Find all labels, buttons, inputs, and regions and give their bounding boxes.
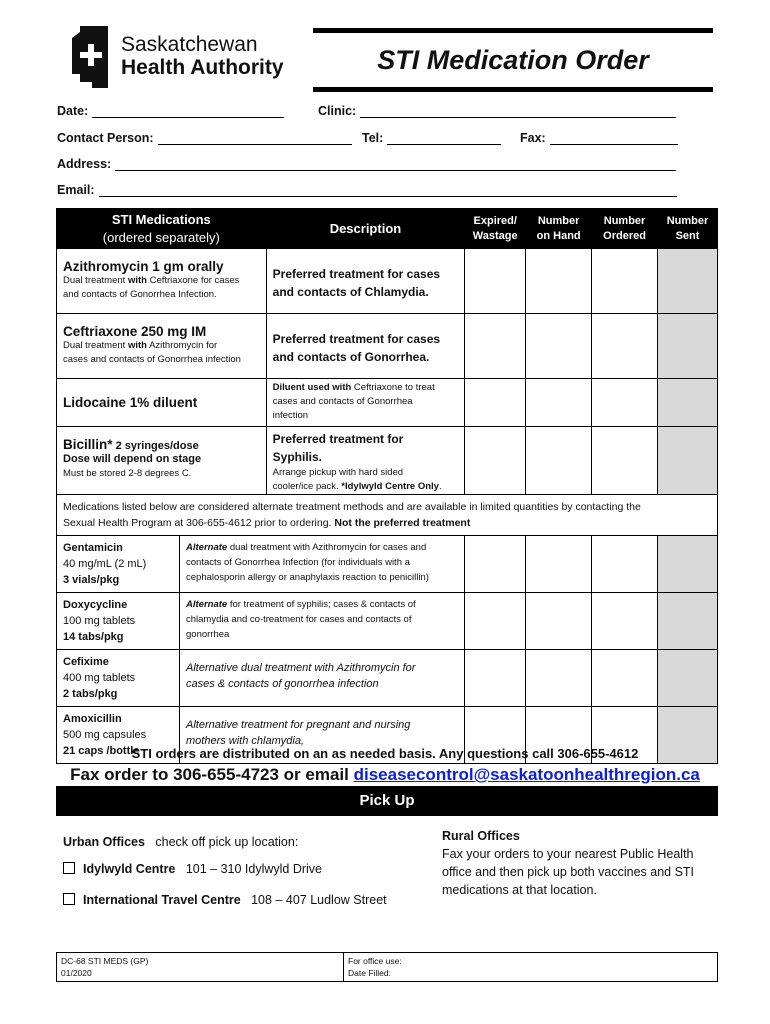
alt-intro-row [57,495,718,536]
ordered-input[interactable] [592,536,658,593]
office-use: For office use: Date Filled: [348,956,402,978]
desc-cell: Preferred treatment for cases and contacts of Gonorrhea. [266,314,465,379]
clinic-label: Clinic: [318,104,357,118]
alt-intro: Medications listed below are considered alternate treatment methods and are available in limited quantities by contacting the Sexual Health Program at 306-655-4612 prior to ordering. Not the preferred treatment [57,495,718,536]
address-field[interactable] [57,157,676,171]
alt-note: Alternative treatment for pregnant and nursing mothers with chlamydia, [186,719,411,747]
med-cell: Ceftriaxone 250 mg IM Dual treatment with Azithromycin for cases and contacts of Gonorrhea infection [57,314,267,379]
on-hand-input[interactable] [526,314,592,379]
header-on-hand: Number on Hand [526,209,592,249]
table-row [57,249,718,314]
expired-input[interactable] [465,536,526,593]
table-row [57,379,718,427]
itc-checkbox[interactable] [63,893,75,905]
sent-cell [658,427,718,495]
sti-medications-table [56,208,718,764]
itc-option[interactable]: International Travel Centre 108 – 407 Ludlow Street [63,893,387,907]
fax-field[interactable] [520,131,678,145]
alt-note: Alternate for treatment of syphilis; cases & contacts of chlamydia and co-treatment for cases and contacts of gonorrhea [186,599,416,640]
title-box [313,28,713,92]
table-row [57,593,718,650]
alt-med-merged [57,593,465,650]
sent-cell [658,536,718,593]
ordered-input[interactable] [592,379,658,427]
logo-line1: Saskatchewan [121,33,258,56]
table-row [57,427,718,495]
expired-input[interactable] [465,427,526,495]
on-hand-input[interactable] [526,650,592,707]
rural-offices: Rural Offices Fax your orders to your nearest Public Health office and then pick up both vaccines and STI medications at that location. [442,829,695,897]
distribution-note: STI orders are distributed on an as needed basis. Any questions call 306-655-4612 [131,746,639,761]
expired-input[interactable] [465,593,526,650]
pickup-bar: Pick Up [56,786,718,816]
alt-med-name: Gentamicin 40 mg/mL (2 mL) 3 vials/pkg [57,536,180,592]
tel-field[interactable] [362,131,501,145]
ordered-input[interactable] [592,593,658,650]
urban-offices-heading: Urban Offices check off pick up location: [63,835,299,849]
address-label: Address: [57,157,112,171]
form-footer [56,952,718,982]
ordered-input[interactable] [592,427,658,495]
header-ordered: Number Ordered [592,209,658,249]
contact-label: Contact Person: [57,131,154,145]
sent-cell [658,650,718,707]
table-row [57,536,718,593]
header-sent: Number Sent [658,209,718,249]
alt-med-name: Amoxicillin 500 mg capsules 21 caps /bottle [57,707,180,763]
contact-field[interactable] [57,131,352,145]
alt-note: Alternative dual treatment with Azithromycin for cases & contacts of gonorrhea infection [186,662,416,690]
ordered-input[interactable] [592,249,658,314]
on-hand-input[interactable] [526,249,592,314]
fax-label: Fax: [520,131,546,145]
med-cell: Lidocaine 1% diluent [57,379,267,427]
fax-order-line: Fax order to 306-655-4723 or email diseasecontrol@saskatoonhealthregion.ca [70,765,700,784]
sent-cell [658,593,718,650]
form-code: DC-68 STI MEDS (GP) 01/2020 [57,953,344,981]
idylwyld-checkbox[interactable] [63,862,75,874]
idylwyld-option[interactable]: Idylwyld Centre 101 – 310 Idylwyld Drive [63,862,322,876]
header-expired: Expired/ Wastage [465,209,526,249]
alt-med-name: Cefixime 400 mg tablets 2 tabs/pkg [57,650,180,706]
header-description: Description [266,209,465,249]
alt-note: Alternate dual treatment with Azithromycin for cases and contacts of Gonorrhea Infection (for individuals with a cephalosporin allergy or anaphylaxis reaction to penicillin) [186,542,429,583]
table-row [57,650,718,707]
alt-med-merged [57,536,465,593]
logo-line2: Health Authority [121,56,284,79]
desc-cell: Preferred treatment for Syphilis. Arrange pickup with hard sided cooler/ice pack. *Idylwyld Centre Only. [266,427,465,495]
ordered-input[interactable] [592,650,658,707]
date-label: Date: [57,104,89,118]
email-link[interactable]: diseasecontrol@saskatoonhealthregion.ca [353,765,700,784]
alt-med-merged [57,650,465,707]
date-field[interactable] [57,104,284,118]
email-field[interactable] [57,183,677,197]
table-row [57,314,718,379]
expired-input[interactable] [465,314,526,379]
med-cell: Azithromycin 1 gm orally Dual treatment with Ceftriaxone for cases and contacts of Gonorrhea Infection. [57,249,267,314]
expired-input[interactable] [465,249,526,314]
tel-label: Tel: [362,131,384,145]
ordered-input[interactable] [592,314,658,379]
sent-cell [658,379,718,427]
email-label: Email: [57,183,95,197]
header-meds: STI Medications (ordered separately) [57,209,267,249]
health-authority-logo-icon [72,26,108,88]
on-hand-input[interactable] [526,536,592,593]
on-hand-input[interactable] [526,379,592,427]
sent-cell [658,249,718,314]
on-hand-input[interactable] [526,593,592,650]
sent-cell [658,314,718,379]
desc-cell: Diluent used with Ceftriaxone to treat cases and contacts of Gonorrhea infection [266,379,465,427]
clinic-field[interactable] [318,104,676,118]
on-hand-input[interactable] [526,427,592,495]
page-title: STI Medication Order [377,44,649,75]
expired-input[interactable] [465,379,526,427]
desc-cell: Preferred treatment for cases and contacts of Chlamydia. [266,249,465,314]
med-cell: Bicillin* 2 syringes/dose Dose will depend on stage Must be stored 2-8 degrees C. [57,427,267,495]
expired-input[interactable] [465,650,526,707]
alt-med-name: Doxycycline 100 mg tablets 14 tabs/pkg [57,593,180,649]
